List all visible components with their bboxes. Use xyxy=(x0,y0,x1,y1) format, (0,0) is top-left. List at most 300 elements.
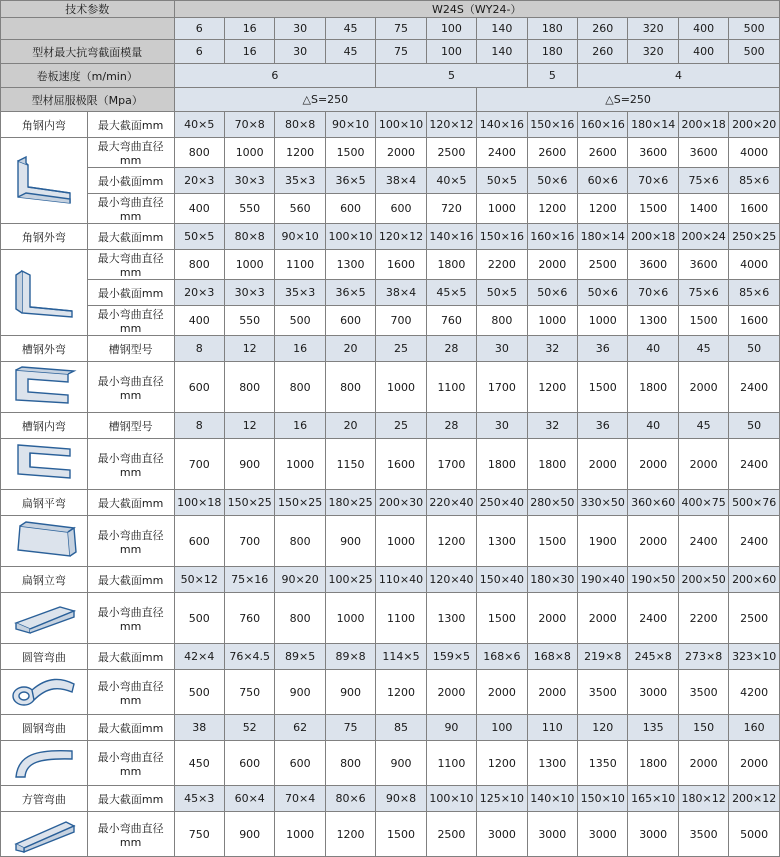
value-1-3-8: 1000 xyxy=(578,306,628,336)
group-6-row-0 xyxy=(1,644,780,670)
section-modulus-value-8: 260 xyxy=(578,40,628,64)
value-4-0-7: 280×50 xyxy=(527,490,577,516)
row-label-8-0: 最大截面mm xyxy=(87,786,174,812)
group-1-row-3 xyxy=(1,306,780,336)
value-7-1-11: 2000 xyxy=(729,741,780,786)
value-0-0-3: 90×10 xyxy=(325,112,375,138)
value-0-2-1: 30×3 xyxy=(224,168,274,194)
value-0-3-3: 600 xyxy=(325,194,375,224)
value-1-1-4: 1600 xyxy=(376,250,426,280)
value-0-1-5: 2500 xyxy=(426,138,476,168)
value-2-0-5: 28 xyxy=(426,336,476,362)
value-8-1-6: 3000 xyxy=(477,812,527,857)
value-3-0-9: 40 xyxy=(628,413,678,439)
value-8-0-9: 165×10 xyxy=(628,786,678,812)
value-2-1-3: 800 xyxy=(325,362,375,413)
group-0-row-0 xyxy=(1,112,780,138)
value-0-1-8: 2600 xyxy=(578,138,628,168)
row-label-0-3: 最小弯曲直径mm xyxy=(87,194,174,224)
value-8-1-8: 3000 xyxy=(578,812,628,857)
value-6-0-6: 168×6 xyxy=(477,644,527,670)
round-tube-bend-icon xyxy=(1,670,88,715)
value-8-1-2: 1000 xyxy=(275,812,325,857)
header-row-model-numbers xyxy=(1,18,780,40)
group-name-6: 圆管弯曲 xyxy=(1,644,88,670)
tech-params-header: 技术参数 xyxy=(1,1,175,18)
value-1-0-11: 250×25 xyxy=(729,224,780,250)
value-6-1-8: 3500 xyxy=(578,670,628,715)
value-5-0-3: 100×25 xyxy=(325,567,375,593)
value-6-1-3: 900 xyxy=(325,670,375,715)
model-number-0: 6 xyxy=(174,18,224,40)
group-name-5: 扁钢立弯 xyxy=(1,567,88,593)
value-8-0-0: 45×3 xyxy=(174,786,224,812)
row-label-4-1: 最小弯曲直径mm xyxy=(87,516,174,567)
value-4-0-11: 500×76 xyxy=(729,490,780,516)
row-label-5-0: 最大截面mm xyxy=(87,567,174,593)
value-0-0-11: 200×20 xyxy=(729,112,780,138)
value-0-1-11: 4000 xyxy=(729,138,780,168)
value-6-0-1: 76×4.5 xyxy=(224,644,274,670)
speed-value-3: 4 xyxy=(578,64,780,88)
value-6-0-4: 114×5 xyxy=(376,644,426,670)
value-6-0-8: 219×8 xyxy=(578,644,628,670)
value-8-0-8: 150×10 xyxy=(578,786,628,812)
value-6-1-4: 1200 xyxy=(376,670,426,715)
value-4-1-6: 1300 xyxy=(477,516,527,567)
value-7-0-9: 135 xyxy=(628,715,678,741)
value-1-0-8: 180×14 xyxy=(578,224,628,250)
value-8-0-1: 60×4 xyxy=(224,786,274,812)
value-5-0-2: 90×20 xyxy=(275,567,325,593)
group-name-1: 角钢外弯 xyxy=(1,224,88,250)
value-8-1-11: 5000 xyxy=(729,812,780,857)
value-6-0-5: 159×5 xyxy=(426,644,476,670)
model-number-4: 75 xyxy=(376,18,426,40)
value-8-0-10: 180×12 xyxy=(678,786,728,812)
header-row-section-modulus xyxy=(1,40,780,64)
value-7-0-11: 160 xyxy=(729,715,780,741)
value-4-0-6: 250×40 xyxy=(477,490,527,516)
value-5-0-8: 190×40 xyxy=(578,567,628,593)
row-label-2-0: 槽钢型号 xyxy=(87,336,174,362)
value-5-0-5: 120×40 xyxy=(426,567,476,593)
value-2-0-1: 12 xyxy=(224,336,274,362)
value-3-0-2: 16 xyxy=(275,413,325,439)
value-8-0-6: 125×10 xyxy=(477,786,527,812)
section-modulus-label: 型材最大抗弯截面模量 xyxy=(1,40,175,64)
header-row-speed xyxy=(1,64,780,88)
value-5-0-4: 110×40 xyxy=(376,567,426,593)
value-3-1-11: 2400 xyxy=(729,439,780,490)
value-2-0-8: 36 xyxy=(578,336,628,362)
value-0-2-6: 50×5 xyxy=(477,168,527,194)
flat-steel-flat-bend-icon xyxy=(1,516,88,567)
value-6-1-2: 900 xyxy=(275,670,325,715)
value-0-3-6: 1000 xyxy=(477,194,527,224)
row-label-3-1: 最小弯曲直径mm xyxy=(87,439,174,490)
value-1-0-1: 80×8 xyxy=(224,224,274,250)
value-5-1-3: 1000 xyxy=(325,593,375,644)
value-3-0-4: 25 xyxy=(376,413,426,439)
value-1-0-10: 200×24 xyxy=(678,224,728,250)
value-5-1-6: 1500 xyxy=(477,593,527,644)
row-label-1-1: 最大弯曲直径mm xyxy=(87,250,174,280)
value-1-2-3: 36×5 xyxy=(325,280,375,306)
value-2-0-0: 8 xyxy=(174,336,224,362)
value-1-3-1: 550 xyxy=(224,306,274,336)
value-5-1-11: 2500 xyxy=(729,593,780,644)
value-5-1-8: 2000 xyxy=(578,593,628,644)
value-8-1-3: 1200 xyxy=(325,812,375,857)
value-4-1-3: 900 xyxy=(325,516,375,567)
value-5-1-2: 800 xyxy=(275,593,325,644)
value-5-1-10: 2200 xyxy=(678,593,728,644)
row-label-7-0: 最大截面mm xyxy=(87,715,174,741)
value-4-1-9: 2000 xyxy=(628,516,678,567)
group-0-row-1 xyxy=(1,138,780,168)
value-2-1-9: 1800 xyxy=(628,362,678,413)
value-7-1-0: 450 xyxy=(174,741,224,786)
model-title-header: W24S（WY24-） xyxy=(174,1,779,18)
value-4-1-0: 600 xyxy=(174,516,224,567)
row-label-0-0: 最大截面mm xyxy=(87,112,174,138)
value-7-1-10: 2000 xyxy=(678,741,728,786)
value-1-1-7: 2000 xyxy=(527,250,577,280)
value-2-1-8: 1500 xyxy=(578,362,628,413)
value-6-0-11: 323×10 xyxy=(729,644,780,670)
value-1-1-8: 2500 xyxy=(578,250,628,280)
row-label-6-1: 最小弯曲直径mm xyxy=(87,670,174,715)
model-number-8: 260 xyxy=(578,18,628,40)
value-8-1-9: 3000 xyxy=(628,812,678,857)
group-8-row-1 xyxy=(1,812,780,857)
value-7-1-3: 800 xyxy=(325,741,375,786)
value-1-2-0: 20×3 xyxy=(174,280,224,306)
value-4-0-5: 220×40 xyxy=(426,490,476,516)
value-7-1-1: 600 xyxy=(224,741,274,786)
angle-steel-outer-bend-icon xyxy=(1,250,88,336)
value-0-3-2: 560 xyxy=(275,194,325,224)
model-number-6: 140 xyxy=(477,18,527,40)
round-steel-bend-icon xyxy=(1,741,88,786)
yield-value-1: △S=250 xyxy=(477,88,780,112)
section-modulus-value-2: 30 xyxy=(275,40,325,64)
row-label-8-1: 最小弯曲直径mm xyxy=(87,812,174,857)
value-1-3-7: 1000 xyxy=(527,306,577,336)
value-1-3-5: 760 xyxy=(426,306,476,336)
value-1-1-3: 1300 xyxy=(325,250,375,280)
value-3-1-2: 1000 xyxy=(275,439,325,490)
model-number-5: 100 xyxy=(426,18,476,40)
section-modulus-value-11: 500 xyxy=(729,40,780,64)
value-4-1-11: 2400 xyxy=(729,516,780,567)
value-8-0-7: 140×10 xyxy=(527,786,577,812)
value-8-1-1: 900 xyxy=(224,812,274,857)
value-7-1-4: 900 xyxy=(376,741,426,786)
model-number-1: 16 xyxy=(224,18,274,40)
value-0-1-3: 1500 xyxy=(325,138,375,168)
channel-steel-outer-bend-icon xyxy=(1,362,88,413)
value-0-3-9: 1500 xyxy=(628,194,678,224)
group-4-row-0 xyxy=(1,490,780,516)
value-5-1-1: 760 xyxy=(224,593,274,644)
section-modulus-value-0: 6 xyxy=(174,40,224,64)
value-3-0-10: 45 xyxy=(678,413,728,439)
value-4-0-1: 150×25 xyxy=(224,490,274,516)
value-6-1-1: 750 xyxy=(224,670,274,715)
value-7-0-3: 75 xyxy=(325,715,375,741)
value-6-0-9: 245×8 xyxy=(628,644,678,670)
value-5-1-4: 1100 xyxy=(376,593,426,644)
value-6-0-2: 89×5 xyxy=(275,644,325,670)
value-8-0-11: 200×12 xyxy=(729,786,780,812)
value-1-1-2: 1100 xyxy=(275,250,325,280)
value-3-1-8: 2000 xyxy=(578,439,628,490)
group-3-row-0 xyxy=(1,413,780,439)
group-2-row-1 xyxy=(1,362,780,413)
flat-steel-edge-bend-icon xyxy=(1,593,88,644)
model-number-3: 45 xyxy=(325,18,375,40)
value-0-0-10: 200×18 xyxy=(678,112,728,138)
value-5-1-7: 2000 xyxy=(527,593,577,644)
group-7-row-0 xyxy=(1,715,780,741)
group-1-row-2 xyxy=(1,280,780,306)
value-7-1-8: 1350 xyxy=(578,741,628,786)
value-3-0-0: 8 xyxy=(174,413,224,439)
value-4-1-5: 1200 xyxy=(426,516,476,567)
value-8-1-5: 2500 xyxy=(426,812,476,857)
group-name-7: 圆钢弯曲 xyxy=(1,715,88,741)
value-7-0-7: 110 xyxy=(527,715,577,741)
group-3-row-1 xyxy=(1,439,780,490)
value-0-1-9: 3600 xyxy=(628,138,678,168)
value-2-1-4: 1000 xyxy=(376,362,426,413)
model-number-10: 400 xyxy=(678,18,728,40)
value-3-1-10: 2000 xyxy=(678,439,728,490)
value-4-1-2: 800 xyxy=(275,516,325,567)
value-0-0-8: 160×16 xyxy=(578,112,628,138)
value-1-3-11: 1600 xyxy=(729,306,780,336)
value-7-0-8: 120 xyxy=(578,715,628,741)
value-7-0-0: 38 xyxy=(174,715,224,741)
value-7-0-1: 52 xyxy=(224,715,274,741)
value-4-0-0: 100×18 xyxy=(174,490,224,516)
value-0-0-5: 120×12 xyxy=(426,112,476,138)
channel-steel-inner-bend-icon xyxy=(1,439,88,490)
value-5-0-10: 200×50 xyxy=(678,567,728,593)
group-2-row-0 xyxy=(1,336,780,362)
value-6-1-6: 2000 xyxy=(477,670,527,715)
value-7-0-2: 62 xyxy=(275,715,325,741)
value-0-2-7: 50×6 xyxy=(527,168,577,194)
value-5-0-6: 150×40 xyxy=(477,567,527,593)
value-1-3-0: 400 xyxy=(174,306,224,336)
value-0-3-7: 1200 xyxy=(527,194,577,224)
value-2-0-3: 20 xyxy=(325,336,375,362)
group-8-row-0 xyxy=(1,786,780,812)
value-1-1-6: 2200 xyxy=(477,250,527,280)
value-2-1-0: 600 xyxy=(174,362,224,413)
value-0-1-4: 2000 xyxy=(376,138,426,168)
row-label-7-1: 最小弯曲直径mm xyxy=(87,741,174,786)
group-name-2: 槽钢外弯 xyxy=(1,336,88,362)
row-label-3-0: 槽钢型号 xyxy=(87,413,174,439)
value-3-1-0: 700 xyxy=(174,439,224,490)
model-number-2: 30 xyxy=(275,18,325,40)
value-6-1-7: 2000 xyxy=(527,670,577,715)
value-1-2-10: 75×6 xyxy=(678,280,728,306)
group-0-row-2 xyxy=(1,168,780,194)
value-2-0-6: 30 xyxy=(477,336,527,362)
value-2-1-7: 1200 xyxy=(527,362,577,413)
value-7-1-6: 1200 xyxy=(477,741,527,786)
section-modulus-value-7: 180 xyxy=(527,40,577,64)
value-0-1-0: 800 xyxy=(174,138,224,168)
value-0-3-0: 400 xyxy=(174,194,224,224)
value-4-1-1: 700 xyxy=(224,516,274,567)
value-6-0-0: 42×4 xyxy=(174,644,224,670)
value-2-0-11: 50 xyxy=(729,336,780,362)
value-1-2-4: 38×4 xyxy=(376,280,426,306)
value-1-2-7: 50×6 xyxy=(527,280,577,306)
value-1-0-7: 160×16 xyxy=(527,224,577,250)
section-modulus-value-1: 16 xyxy=(224,40,274,64)
section-modulus-value-6: 140 xyxy=(477,40,527,64)
group-1-row-0 xyxy=(1,224,780,250)
value-2-0-7: 32 xyxy=(527,336,577,362)
value-3-0-6: 30 xyxy=(477,413,527,439)
value-4-1-7: 1500 xyxy=(527,516,577,567)
row-label-1-3: 最小弯曲直径mm xyxy=(87,306,174,336)
value-1-3-3: 600 xyxy=(325,306,375,336)
value-0-3-10: 1400 xyxy=(678,194,728,224)
value-8-0-4: 90×8 xyxy=(376,786,426,812)
value-7-0-4: 85 xyxy=(376,715,426,741)
yield-label: 型材屈服极限（Mpa） xyxy=(1,88,175,112)
value-8-1-10: 3500 xyxy=(678,812,728,857)
value-1-1-5: 1800 xyxy=(426,250,476,280)
value-0-0-1: 70×8 xyxy=(224,112,274,138)
value-4-0-10: 400×75 xyxy=(678,490,728,516)
section-modulus-value-3: 45 xyxy=(325,40,375,64)
value-1-2-11: 85×6 xyxy=(729,280,780,306)
group-5-row-0 xyxy=(1,567,780,593)
value-0-1-7: 2600 xyxy=(527,138,577,168)
value-1-2-9: 70×6 xyxy=(628,280,678,306)
value-5-1-5: 1300 xyxy=(426,593,476,644)
speed-value-1: 5 xyxy=(376,64,527,88)
row-label-4-0: 最大截面mm xyxy=(87,490,174,516)
value-4-0-9: 360×60 xyxy=(628,490,678,516)
row-label-1-0: 最大截面mm xyxy=(87,224,174,250)
value-5-0-7: 180×30 xyxy=(527,567,577,593)
value-2-1-6: 1700 xyxy=(477,362,527,413)
value-4-0-4: 200×30 xyxy=(376,490,426,516)
value-0-0-7: 150×16 xyxy=(527,112,577,138)
row-label-2-1: 最小弯曲直径mm xyxy=(87,362,174,413)
value-2-1-1: 800 xyxy=(224,362,274,413)
value-1-0-6: 150×16 xyxy=(477,224,527,250)
tech-params-header-spacer xyxy=(1,18,175,40)
value-0-2-11: 85×6 xyxy=(729,168,780,194)
value-0-1-6: 2400 xyxy=(477,138,527,168)
value-1-0-0: 50×5 xyxy=(174,224,224,250)
value-0-2-5: 40×5 xyxy=(426,168,476,194)
value-4-0-8: 330×50 xyxy=(578,490,628,516)
value-4-0-3: 180×25 xyxy=(325,490,375,516)
value-4-1-8: 1900 xyxy=(578,516,628,567)
model-number-9: 320 xyxy=(628,18,678,40)
value-5-0-1: 75×16 xyxy=(224,567,274,593)
value-1-1-10: 3600 xyxy=(678,250,728,280)
value-3-0-7: 32 xyxy=(527,413,577,439)
value-4-1-4: 1000 xyxy=(376,516,426,567)
value-7-1-2: 600 xyxy=(275,741,325,786)
value-1-3-10: 1500 xyxy=(678,306,728,336)
section-modulus-value-5: 100 xyxy=(426,40,476,64)
value-3-1-9: 2000 xyxy=(628,439,678,490)
value-5-1-0: 500 xyxy=(174,593,224,644)
value-0-0-0: 40×5 xyxy=(174,112,224,138)
value-0-3-8: 1200 xyxy=(578,194,628,224)
value-0-3-11: 1600 xyxy=(729,194,780,224)
value-1-2-5: 45×5 xyxy=(426,280,476,306)
group-4-row-1 xyxy=(1,516,780,567)
value-3-0-1: 12 xyxy=(224,413,274,439)
value-5-0-0: 50×12 xyxy=(174,567,224,593)
value-1-0-4: 120×12 xyxy=(376,224,426,250)
value-7-0-6: 100 xyxy=(477,715,527,741)
value-1-1-1: 1000 xyxy=(224,250,274,280)
value-0-2-9: 70×6 xyxy=(628,168,678,194)
group-name-3: 槽钢内弯 xyxy=(1,413,88,439)
value-6-0-10: 273×8 xyxy=(678,644,728,670)
value-0-2-8: 60×6 xyxy=(578,168,628,194)
value-0-3-1: 550 xyxy=(224,194,274,224)
group-7-row-1 xyxy=(1,741,780,786)
value-0-2-10: 75×6 xyxy=(678,168,728,194)
speed-label: 卷板速度（m/min） xyxy=(1,64,175,88)
row-label-0-2: 最小截面mm xyxy=(87,168,174,194)
value-0-2-3: 36×5 xyxy=(325,168,375,194)
value-1-3-4: 700 xyxy=(376,306,426,336)
value-0-3-4: 600 xyxy=(376,194,426,224)
row-label-6-0: 最大截面mm xyxy=(87,644,174,670)
value-0-2-0: 20×3 xyxy=(174,168,224,194)
value-1-3-2: 500 xyxy=(275,306,325,336)
value-1-0-9: 200×18 xyxy=(628,224,678,250)
value-7-1-7: 1300 xyxy=(527,741,577,786)
value-1-3-6: 800 xyxy=(477,306,527,336)
value-1-0-2: 90×10 xyxy=(275,224,325,250)
value-5-1-9: 2400 xyxy=(628,593,678,644)
speed-value-0: 6 xyxy=(174,64,376,88)
value-2-1-5: 1100 xyxy=(426,362,476,413)
value-0-1-1: 1000 xyxy=(224,138,274,168)
value-1-1-11: 4000 xyxy=(729,250,780,280)
group-0-row-3 xyxy=(1,194,780,224)
square-tube-bend-icon xyxy=(1,812,88,857)
model-number-7: 180 xyxy=(527,18,577,40)
value-3-1-1: 900 xyxy=(224,439,274,490)
value-1-0-3: 100×10 xyxy=(325,224,375,250)
value-5-0-9: 190×50 xyxy=(628,567,678,593)
value-2-0-2: 16 xyxy=(275,336,325,362)
value-8-1-0: 750 xyxy=(174,812,224,857)
value-2-0-4: 25 xyxy=(376,336,426,362)
value-5-0-11: 200×60 xyxy=(729,567,780,593)
